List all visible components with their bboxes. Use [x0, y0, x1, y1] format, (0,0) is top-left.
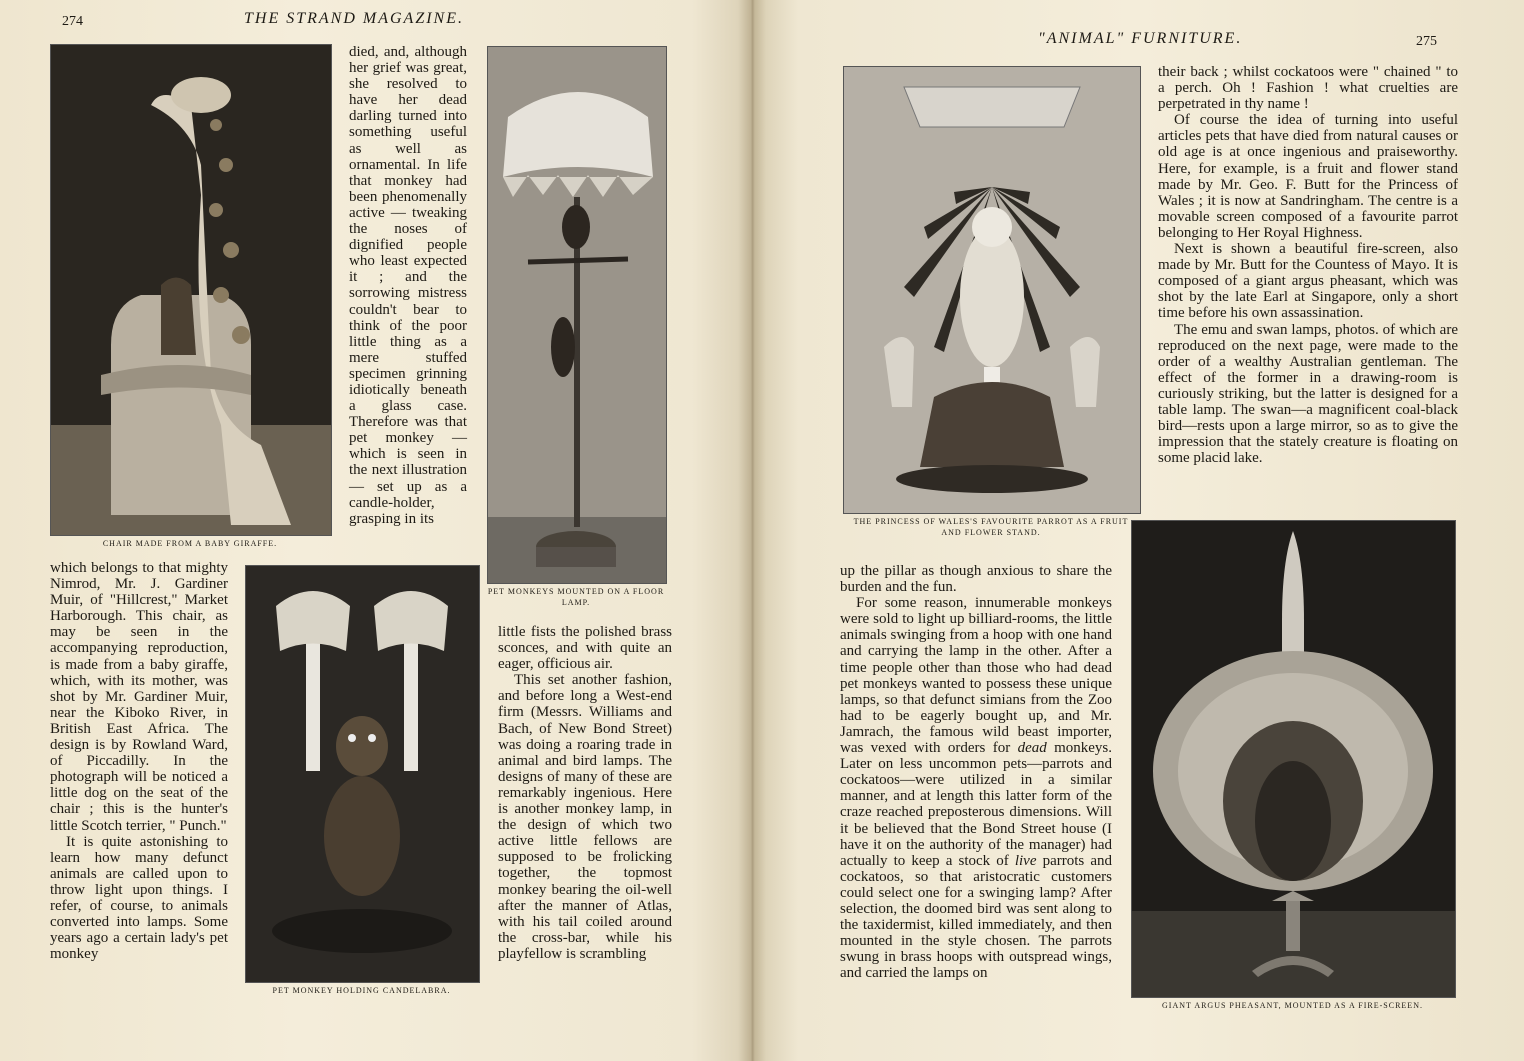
paragraph: Next is shown a beautiful fire-screen, also made by Mr. Butt for the Countess of Mayo. It is composed of a giant argus pheasant, which was shot by the late Earl at Singapore, only a short time before his own assassination.	[1158, 241, 1458, 322]
text-column-right-bottom	[840, 563, 1112, 981]
paragraph: their back ; whilst cockatoos were " chained " to a perch. Oh ! Fashion ! what cruelties are perpetrated in thy name !	[1158, 64, 1458, 113]
caption-parrot-stand: THE PRINCESS OF WALES'S FAVOURITE PARROT AS A FRUIT AND FLOWER STAND.	[853, 517, 1129, 537]
argus-screen-photo	[1131, 520, 1456, 998]
paragraph: It is quite astonishing to learn how many defunct animals are called upon to throw light upon things. I refer, of course, to animals converted into lamps. Some years ago a certain lady's pet monkey	[50, 833, 228, 963]
book-gutter	[738, 0, 766, 1061]
paragraph: The emu and swan lamps, photos. of which are reproduced on the next page, were made to the order of a wealthy Australian gentleman. The effect of the former in a drawing-room is curiously striking, but the latter is designed for a table lamp. The swan—a magnificent coal-black bird—rests upon a large mirror, so as to give the impression that the stately creature is floating on some placid lake.	[1158, 321, 1458, 467]
floor-lamp-photo	[487, 46, 667, 584]
candelabra-photo	[245, 565, 480, 983]
left-page-number: 274	[62, 14, 83, 29]
paragraph: up the pillar as though anxious to share the burden and the fun.	[840, 563, 1112, 596]
right-page-number: 275	[1416, 34, 1437, 49]
text-column-1	[50, 560, 228, 962]
caption-giraffe-chair: CHAIR MADE FROM A BABY GIRAFFE.	[102, 539, 278, 548]
text-column-right-top	[1158, 64, 1458, 466]
text-column-narrow	[349, 44, 467, 527]
parrot-stand-photo	[843, 66, 1141, 514]
text-run: monkeys. Later on less uncommon pets—parrots and cockatoos—were utilized in a similar manner, and at length this latter form of the craze reached preposterous dimensions. Will it be believed that the Bond Street house (I have it on the authority of the manager) had actually to keep a stock of	[840, 740, 1113, 869]
giraffe-chair-photo	[50, 44, 332, 536]
paragraph: little fists the polished brass sconces, and with quite an eager, officious air.	[498, 624, 672, 673]
paragraph: This set another fashion, and before long a West-end firm (Messrs. Williams and Bach, of New Bond Street) was doing a roaring trade in animal and bird lamps. The designs of many of these are remarkably ingenious. Here is another monkey lamp, in the design of which two active little fellows are supposed to be frolicking together, the topmost monkey bearing the oil-well after the manner of Atlas, with his tail coiled around the cross-bar, while his playfellow is scrambling	[498, 672, 672, 962]
italic-word: live	[1014, 852, 1037, 869]
text-run: parrots and cockatoos, so that aristocratic customers could select one for a swinging lamp? After selection, the doomed bird was sent along to the taxidermist, killed immediately, and then mounted in the style chosen. The parrots swung in brass hoops with outspread wings, and carried the lamps on	[840, 852, 1112, 982]
right-running-head: "ANIMAL" FURNITURE.	[1038, 30, 1243, 47]
text-run: For some reason, innumerable monkeys were sold to light up billiard-rooms, the little animals swinging from a hoop with one hand and carrying the lamp in the other. After a time people other than those who had dead pet monkeys wanted to possess these unique lamps, so that defunct simians from the Zoo had to be eagerly bought up, and Mr. Jamrach, the famous wild beast importer, was vexed with orders for	[840, 595, 1112, 757]
left-running-head: THE STRAND MAGAZINE.	[244, 10, 464, 27]
caption-floor-lamp: PET MONKEYS MOUNTED ON A FLOOR LAMP.	[487, 587, 665, 607]
paragraph: Of course the idea of turning into useful articles pets that have died from natural causes or old age is at once ingenious and praiseworthy. Here, for example, is a fruit and flower stand made by Mr. Geo. F. Butt for the Princess of Wales ; it is now at Sandringham. The centre is a movable screen composed of a favourite parrot belonging to Her Royal Highness.	[1158, 112, 1458, 241]
paragraph	[840, 595, 1112, 981]
paragraph: which belongs to that mighty Nimrod, Mr. J. Gardiner Muir, of "Hillcrest," Market Harborough. This chair, as may be seen in the accompanying reproduction, is made from a baby giraffe, which, with its mother, was shot by Mr. Gardiner Muir, near the Kiboko River, in British East Africa. The design is by Rowland Ward, of Piccadilly. In the photograph will be noticed a little dog on the seat of the chair ; this is the hunter's little Scotch terrier, " Punch."	[50, 560, 228, 834]
text-column-3	[498, 624, 672, 962]
italic-word: dead	[1017, 740, 1047, 757]
caption-candelabra: PET MONKEY HOLDING CANDELABRA.	[272, 986, 451, 995]
paragraph: died, and, although her grief was great, she resolved to have her dead darling turned into something useful as well as ornamental. In life that monkey had been phenomenally active — tweaking the noses of dignified people who least expected it ; and the sorrowing mistress couldn't bear to think of the poor little thing as a mere stuffed specimen grinning idiotically beneath a glass case. Therefore was that pet monkey — which is seen in the next illustration — set up as a candle-holder, grasping in its	[349, 44, 467, 527]
caption-argus-screen: GIANT ARGUS PHEASANT, MOUNTED AS A FIRE-SCREEN.	[1162, 1001, 1423, 1010]
